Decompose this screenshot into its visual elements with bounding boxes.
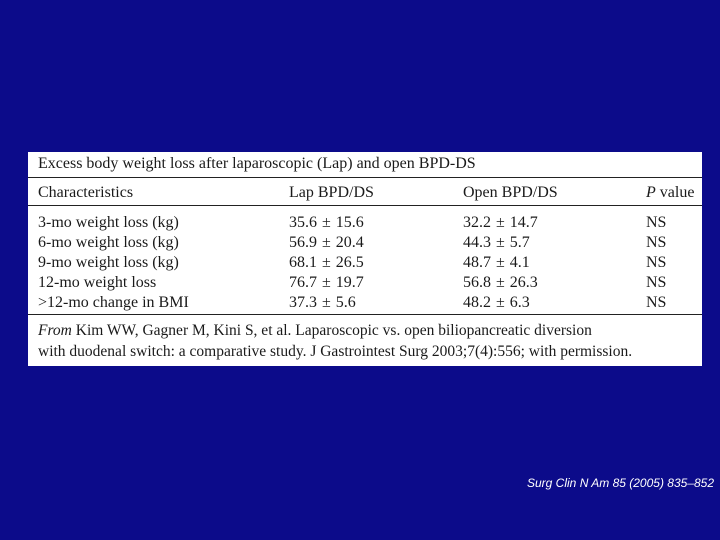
open-sd: 26.3	[509, 274, 538, 291]
open-sd: 5.7	[509, 234, 530, 251]
open-sd: 6.3	[509, 294, 530, 311]
lap-mean: 35.6	[289, 214, 317, 231]
table-caption: Excess body weight loss after laparoscopic (Lap) and open BPD-DS	[38, 155, 476, 172]
p-value: NS	[646, 274, 667, 291]
open-value	[463, 233, 530, 253]
row-label: 9-mo weight loss (kg)	[38, 254, 179, 271]
lap-mean: 76.7	[289, 274, 317, 291]
table-row	[28, 273, 702, 293]
open-sd: 4.1	[509, 254, 530, 271]
open-mean: 56.8	[463, 274, 491, 291]
lap-sd: 19.7	[335, 274, 364, 291]
footnote-line-2: with duodenal switch: a comparative study. J Gastrointest Surg 2003;7(4):556; with permission.	[38, 343, 633, 360]
footnote-line-1-text: Kim WW, Gagner M, Kini S, et al. Laparoscopic vs. open biliopancreatic diversion	[71, 322, 592, 339]
open-mean: 44.3	[463, 234, 491, 251]
plus-minus-symbol: ±	[496, 274, 505, 291]
header-characteristics: Characteristics	[38, 184, 134, 201]
plus-minus-symbol: ±	[496, 214, 505, 231]
lap-mean: 37.3	[289, 294, 317, 311]
caption-rule	[28, 177, 702, 178]
table-panel	[28, 152, 702, 366]
p-value: NS	[646, 294, 667, 311]
lap-value	[289, 213, 364, 233]
plus-minus-symbol: ±	[496, 234, 505, 251]
header-lap: Lap BPD/DS	[289, 184, 374, 201]
footnote-from: From	[38, 322, 72, 339]
row-label: >12-mo change in BMI	[38, 294, 189, 311]
plus-minus-symbol: ±	[322, 254, 331, 271]
footer-rule	[28, 314, 702, 315]
header-p-letter: P	[646, 184, 656, 201]
plus-minus-symbol: ±	[322, 234, 331, 251]
header-p-value	[646, 183, 694, 203]
open-value	[463, 253, 530, 273]
lap-sd: 26.5	[335, 254, 364, 271]
open-mean: 32.2	[463, 214, 491, 231]
table-row	[28, 233, 702, 253]
lap-value	[289, 293, 356, 313]
p-value: NS	[646, 234, 667, 251]
open-value	[463, 293, 530, 313]
open-value	[463, 273, 538, 293]
table-header-row	[28, 183, 702, 203]
header-p-rest: value	[655, 184, 695, 201]
lap-value	[289, 233, 364, 253]
p-value: NS	[646, 214, 667, 231]
open-mean: 48.2	[463, 294, 491, 311]
header-open: Open BPD/DS	[463, 184, 558, 201]
open-sd: 14.7	[509, 214, 538, 231]
source-citation: Surg Clin N Am 85 (2005) 835–852	[527, 476, 714, 490]
open-mean: 48.7	[463, 254, 491, 271]
table-row	[28, 213, 702, 233]
row-label: 3-mo weight loss (kg)	[38, 214, 179, 231]
header-rule	[28, 205, 702, 206]
lap-value	[289, 273, 364, 293]
lap-mean: 68.1	[289, 254, 317, 271]
plus-minus-symbol: ±	[322, 294, 331, 311]
plus-minus-symbol: ±	[322, 274, 331, 291]
row-label: 6-mo weight loss (kg)	[38, 234, 179, 251]
plus-minus-symbol: ±	[496, 294, 505, 311]
footnote-line-1	[38, 320, 702, 341]
plus-minus-symbol: ±	[496, 254, 505, 271]
table-row	[28, 253, 702, 273]
plus-minus-symbol: ±	[322, 214, 331, 231]
lap-sd: 5.6	[335, 294, 356, 311]
lap-sd: 20.4	[335, 234, 364, 251]
row-label: 12-mo weight loss	[38, 274, 157, 291]
p-value: NS	[646, 254, 667, 271]
lap-sd: 15.6	[335, 214, 364, 231]
lap-value	[289, 253, 364, 273]
lap-mean: 56.9	[289, 234, 317, 251]
table-footnote	[38, 320, 702, 362]
open-value	[463, 213, 538, 233]
table-row	[28, 293, 702, 313]
